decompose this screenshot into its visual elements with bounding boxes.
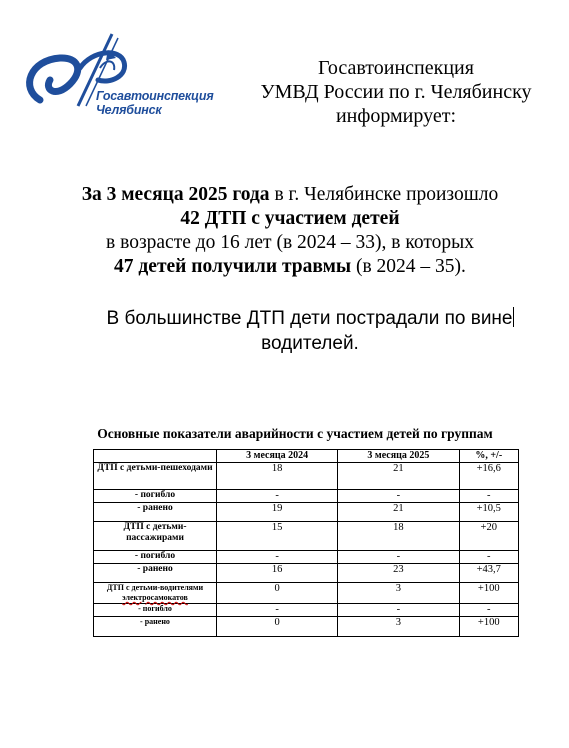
cell-2024: - [217,604,338,617]
cell-2024: 19 [217,503,338,522]
header-block [240,56,552,128]
row-label: ДТП с детьми-пешеходами [94,463,217,490]
header-cell-2024: 3 месяца 2024 [217,450,338,463]
cell-pct: - [459,551,518,564]
stmt-p1-rest: в г. Челябинске произошло [269,184,499,205]
cell-pct: +20 [459,522,518,551]
table-row [94,551,519,564]
note [80,306,540,356]
logo-line1: Госавтоинспекция [96,89,214,103]
cell-2025: 21 [338,463,459,490]
row-label: - погибло [94,604,217,617]
table-row [94,463,519,490]
cell-2025: - [338,551,459,564]
row-label: - погибло [94,551,217,564]
stmt-p3: в возрасте до 16 лет (в 2024 – 33), в которых [106,232,474,253]
cell-2025: 3 [338,617,459,637]
text-cursor [513,307,514,327]
cell-pct: - [459,604,518,617]
stmt-p4-bold: 47 детей получили травмы [114,256,352,277]
header-cell-pct: %, +/- [459,450,518,463]
cell-2024: 18 [217,463,338,490]
row-label: - ранено [94,503,217,522]
row-label: - ранено [94,617,217,637]
cell-pct: +10,5 [459,503,518,522]
row-label-part1: ДТП с детьми-водителями [106,583,204,592]
row-label: - ранено [94,564,217,583]
cell-pct: +16,6 [459,463,518,490]
cell-2024: 16 [217,564,338,583]
table-row [94,503,519,522]
logo-text [96,89,214,117]
cell-pct: - [459,490,518,503]
gai-logo [20,28,240,128]
cell-pct: +100 [459,617,518,637]
cell-2024: - [217,551,338,564]
header-line2: УМВД России по г. Челябинску [260,81,532,103]
header-cell-2025: 3 месяца 2025 [338,450,459,463]
table-row [94,564,519,583]
stats-table [93,449,519,637]
header-line1: Госавтоинспекция [318,57,474,79]
stmt-p1-bold: За 3 месяца 2025 года [81,184,270,205]
row-label [94,583,217,604]
cell-2025: - [338,604,459,617]
table-title: Основные показатели аварийности с участием детей по группам [97,426,493,441]
row-label-part2: электросамокатов [122,593,188,602]
header-cell-empty [94,450,217,463]
table-row [94,583,519,604]
note-line2: водителей. [261,333,359,354]
cell-2024: 0 [217,583,338,604]
table-row [94,490,519,503]
cell-2025: 21 [338,503,459,522]
table-header-row [94,450,519,463]
cell-pct: +43,7 [459,564,518,583]
row-label: ДТП с детьми-пассажирами [94,522,217,551]
cell-2024: 15 [217,522,338,551]
statement [40,183,540,279]
table-row [94,522,519,551]
table-row [94,617,519,637]
note-line1: В большинстве ДТП дети пострадали по вине [106,308,513,329]
stmt-p4-rest: (в 2024 – 35). [351,256,466,277]
cell-2025: - [338,490,459,503]
header-line3: информирует: [335,105,457,127]
cell-2024: - [217,490,338,503]
table-row [94,604,519,617]
cell-2024: 0 [217,617,338,637]
cell-2025: 23 [338,564,459,583]
logo-line2: Челябинск [96,103,162,117]
cell-2025: 3 [338,583,459,604]
row-label: - погибло [94,490,217,503]
cell-pct: +100 [459,583,518,604]
stmt-p2-bold: 42 ДТП с участием детей [180,208,400,229]
cell-2025: 18 [338,522,459,551]
